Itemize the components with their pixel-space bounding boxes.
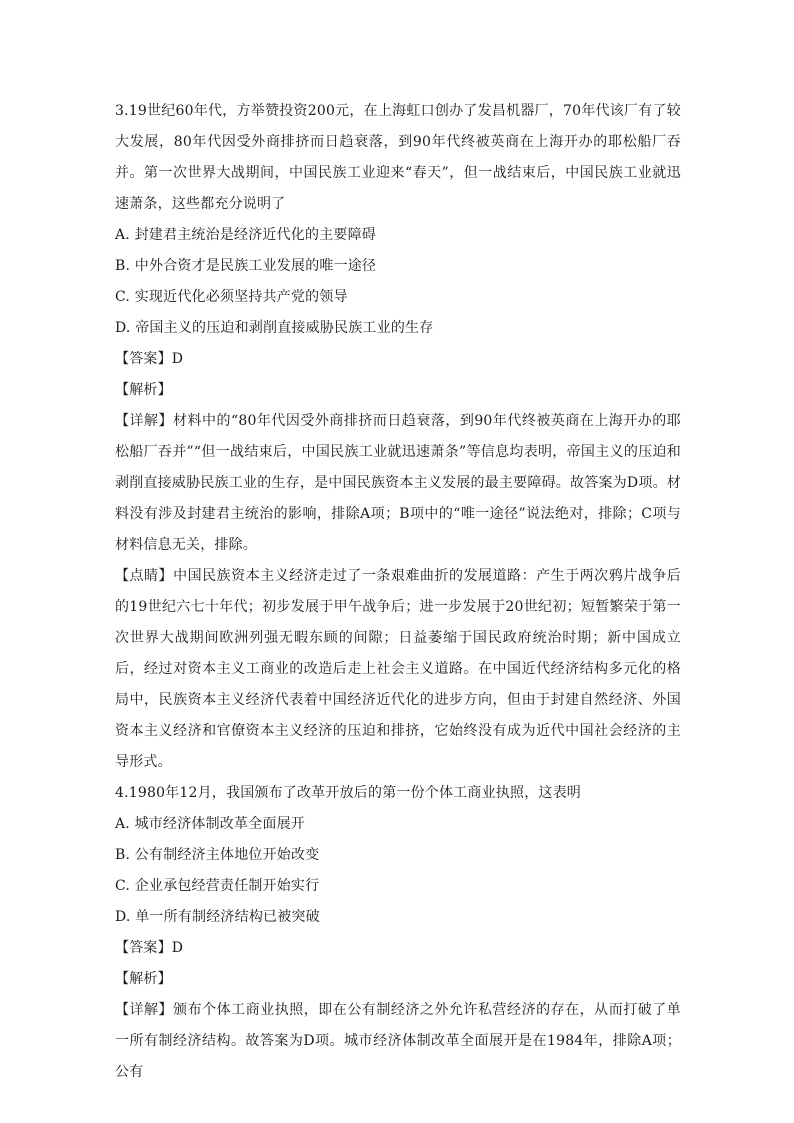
q3-detail: 【详解】材料中的“80年代因受外商排挤而日趋衰落，到90年代终被英商在上海开办的耶松船厂吞并”“但一战结束后，中国民族工业就迅速萧条”等信息均表明，帝国主义的压迫和剥削直接威胁民族工业的生存，是中国民族资本主义发展的最主要障碍。故答案为D项。材料没有涉及封建君主统治的影响，排除A项；B项中的“唯一途径”说法绝对，排除；C项与材料信息无关，排除。 (115, 413, 681, 553)
q4-analysis-title: 【解析】 (115, 971, 172, 987)
q3-option-b: B. 中外合资才是民族工业发展的唯一途径 (115, 258, 377, 274)
q4-stem: 4.1980年12月，我国颁布了改革开放后的第一份个体工商业执照，这表明 (115, 785, 581, 801)
q4-answer: 【答案】D (115, 940, 184, 956)
q4-detail: 【详解】颁布个体工商业执照，即在公有制经济之外允许私营经济的存在，从而打破了单一所有制经济结构。故答案为D项。城市经济体制改革全面展开是在1984年，排除A项；公有 (115, 1002, 681, 1080)
q3-option-d: D. 帝国主义的压迫和剥削直接威胁民族工业的生存 (115, 320, 434, 336)
q4-option-b: B. 公有制经济主体地位开始改变 (115, 847, 320, 863)
q3-answer: 【答案】D (115, 351, 184, 367)
q3-option-c: C. 实现近代化必须坚持共产党的领导 (115, 289, 348, 305)
q3-stem: 3.19世纪60年代，方举赞投资200元，在上海虹口创办了发昌机器厂，70年代该厂有了较大发展，80年代因受外商排挤而日趋衰落，到90年代终被英商在上海开办的耶松船厂吞并。第一次世界大战期间，中国民族工业迎来“春天”，但一战结束后，中国民族工业就迅速萧条，这些都充分说明了 (115, 103, 681, 212)
q4-option-d: D. 单一所有制经济结构已被突破 (115, 909, 320, 925)
q4-option-c: C. 企业承包经营责任制开始实行 (115, 878, 320, 894)
q3-point: 【点睛】中国民族资本主义经济走过了一条艰难曲折的发展道路：产生于两次鸦片战争后的19世纪六七十年代；初步发展于甲午战争后；进一步发展于20世纪初；短暂繁荣于第一次世界大战期间欧洲列强无暇东顾的间隙；日益萎缩于国民政府统治时期；新中国成立后，经过对资本主义工商业的改造后走上社会主义道路。在中国近代经济结构多元化的格局中，民族资本主义经济代表着中国经济近代化的进步方向，但由于封建自然经济、外国资本主义经济和官僚资本主义经济的压迫和排挤，它始终没有成为近代中国社会经济的主导形式。 (115, 568, 681, 770)
document-page (115, 96, 681, 1088)
q4-option-a: A. 城市经济体制改革全面展开 (115, 816, 306, 832)
q3-analysis-title: 【解析】 (115, 382, 172, 398)
q3-option-a: A. 封建君主统治是经济近代化的主要障碍 (115, 227, 377, 243)
